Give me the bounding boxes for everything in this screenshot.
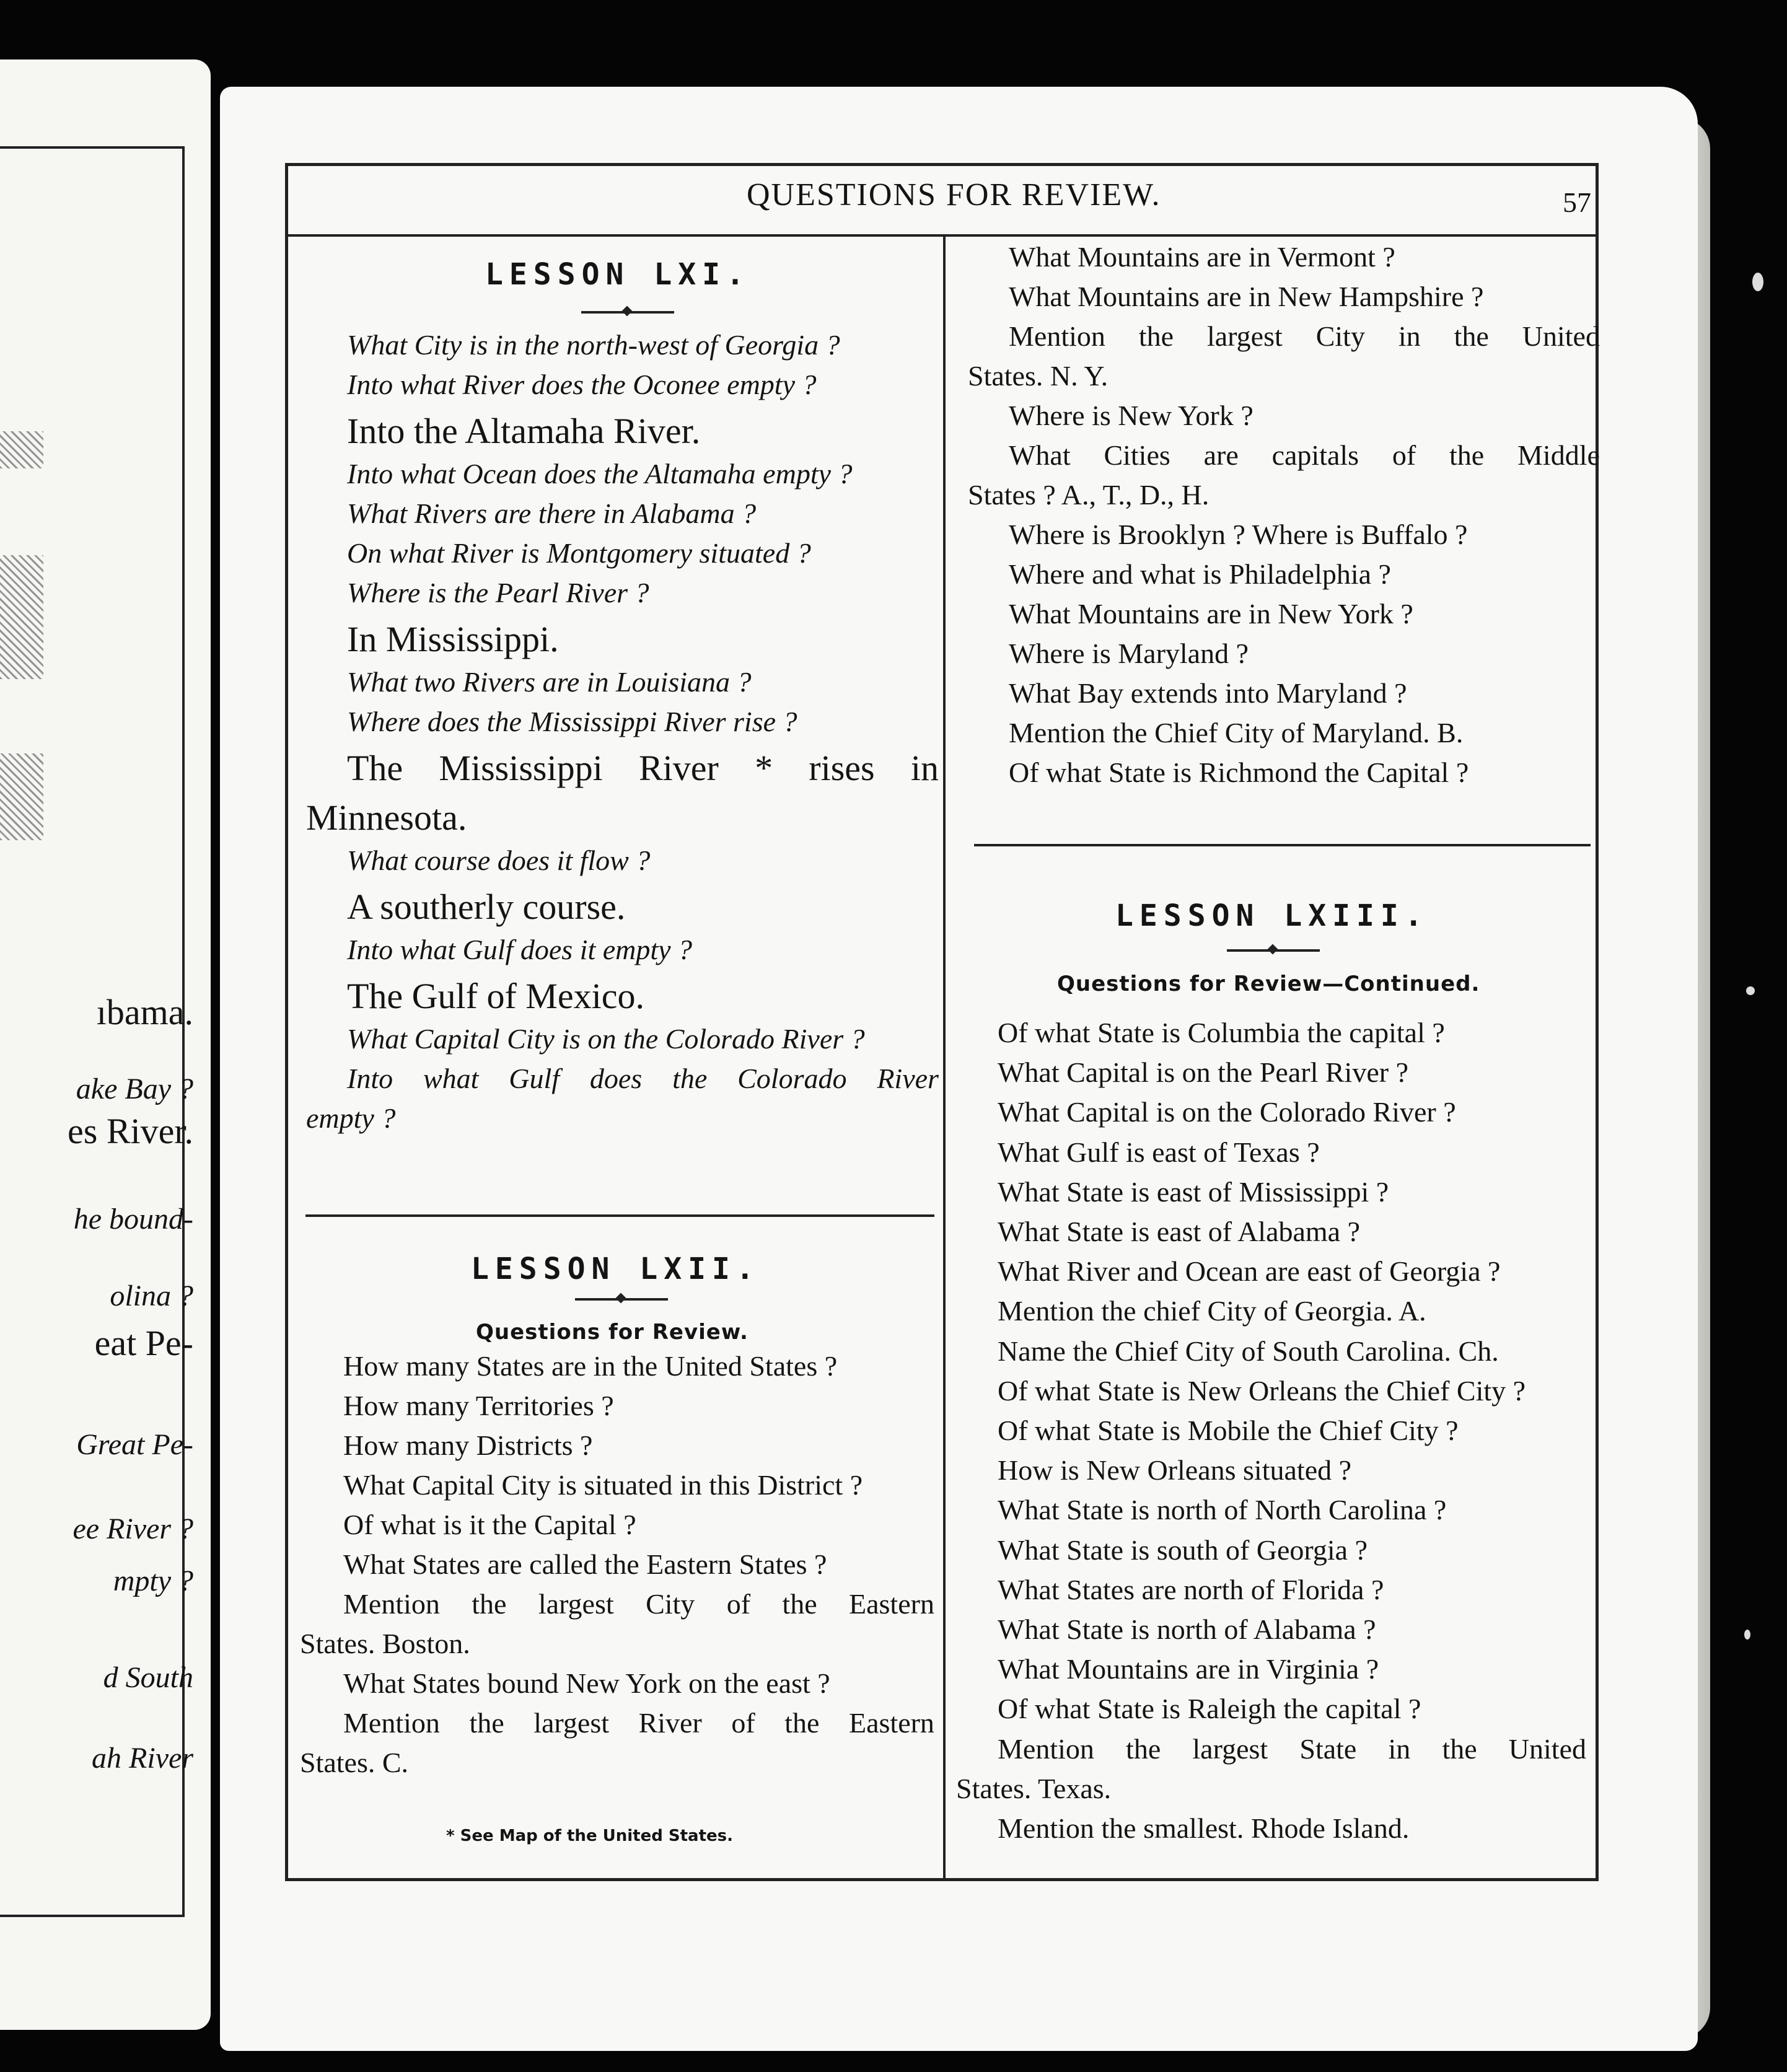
word: the <box>1442 1732 1477 1765</box>
lesson-61-divider <box>581 311 674 314</box>
word: does <box>589 1063 643 1094</box>
lesson-63-title: LESSON LXIII. <box>1115 898 1429 933</box>
text-line: What State is north of North Carolina ? <box>998 1494 1447 1526</box>
word: City <box>1315 320 1365 352</box>
text-line: What Mountains are in Virginia ? <box>998 1653 1379 1685</box>
text-line: What Capital City is on the Colorado River ? <box>347 1023 865 1055</box>
previous-page-fragment: d South <box>103 1661 193 1694</box>
previous-page-fragment: eat Pe- <box>94 1323 193 1363</box>
word: City <box>646 1588 695 1620</box>
text-line: What State is east of Alabama ? <box>998 1216 1361 1247</box>
word: United <box>1522 320 1600 352</box>
word: capitals <box>1271 439 1359 471</box>
text-line: Mention the Chief City of Maryland. B. <box>1009 717 1464 748</box>
text-line: Where is Brooklyn ? Where is Buffalo ? <box>1009 519 1468 550</box>
word: are <box>1203 439 1239 471</box>
word: Cities <box>1104 439 1170 471</box>
word: Gulf <box>509 1063 560 1094</box>
text-line: What Capital is on the Colorado River ? <box>998 1096 1456 1128</box>
previous-page-fragment: mpty ? <box>113 1565 193 1597</box>
text-line: States. C. <box>300 1747 409 1778</box>
text-line: What State is south of Georgia ? <box>998 1534 1368 1566</box>
lesson-separator <box>974 844 1591 846</box>
page-number: 57 <box>1563 187 1591 218</box>
text-line: Mention the chief City of Georgia. A. <box>998 1295 1426 1327</box>
word: River <box>638 748 719 788</box>
previous-page-fragment: ıbama. <box>96 992 193 1032</box>
word: Mention <box>343 1707 440 1739</box>
text-line <box>1009 439 1600 472</box>
text-line <box>1009 320 1600 353</box>
footnote: * See Map of the United States. <box>446 1827 733 1845</box>
text-line: States ? A., T., D., H. <box>968 479 1210 511</box>
word: the <box>784 1707 820 1739</box>
word: Eastern <box>849 1707 934 1739</box>
word: Mention <box>998 1732 1094 1765</box>
word: Mississippi <box>439 748 603 788</box>
word: in <box>1388 1732 1411 1765</box>
word: State <box>1299 1732 1357 1765</box>
text-line <box>343 1706 934 1739</box>
page-title: QUESTIONS FOR REVIEW. <box>747 177 1161 213</box>
word: Eastern <box>849 1588 934 1620</box>
text-line <box>998 1732 1586 1765</box>
word: of <box>1392 439 1416 471</box>
word: the <box>469 1707 504 1739</box>
word: of <box>731 1707 755 1739</box>
previous-page <box>0 59 211 2030</box>
lesson-63-divider <box>1227 949 1320 952</box>
text-line: What Mountains are in New Hampshire ? <box>1009 281 1484 312</box>
ornament-fragment <box>0 555 43 679</box>
word: Mention <box>343 1588 440 1620</box>
text-line: Where and what is Philadelphia ? <box>1009 558 1391 590</box>
ornament-fragment <box>0 431 43 468</box>
text-line: Of what State is Columbia the capital ? <box>998 1017 1445 1048</box>
text-line: What Rivers are there in Alabama ? <box>347 498 757 529</box>
lesson-63-subtitle: Questions for Review—Continued. <box>1057 972 1480 996</box>
text-line: Where is the Pearl River ? <box>347 577 649 608</box>
text-line: What States are called the Eastern States ? <box>343 1548 827 1580</box>
scan-speck <box>1752 273 1763 291</box>
word: the <box>1454 320 1489 352</box>
text-line: Of what State is Mobile the Chief City ? <box>998 1415 1459 1446</box>
text-line: Into what Gulf does it empty ? <box>347 934 693 965</box>
previous-page-fragment: ah River <box>92 1742 193 1775</box>
text-line: What States bound New York on the east ? <box>343 1667 830 1699</box>
text-line: What States are north of Florida ? <box>998 1573 1384 1605</box>
word: River <box>877 1063 939 1094</box>
text-line: A southerly course. <box>347 887 626 927</box>
word: the <box>1126 1732 1161 1765</box>
previous-page-fragment: ake Bay ? <box>76 1073 193 1105</box>
text-line: Mention the smallest. Rhode Island. <box>998 1812 1410 1844</box>
previous-page-fragment: he bound- <box>73 1203 193 1236</box>
text-line: How many Territories ? <box>343 1390 614 1421</box>
text-line: What Bay extends into Maryland ? <box>1009 677 1407 709</box>
scan-speck <box>1746 986 1755 995</box>
text-line: Minnesota. <box>306 797 467 838</box>
text-line: What two Rivers are in Louisiana ? <box>347 666 752 698</box>
word: in <box>1398 320 1421 352</box>
text-line: In Mississippi. <box>347 619 559 659</box>
word: in <box>910 748 939 788</box>
text-line: Name the Chief City of South Carolina. Ch. <box>998 1335 1499 1367</box>
previous-page-fragment: es River. <box>68 1111 193 1151</box>
text-line: Into what Ocean does the Altamaha empty ? <box>347 458 853 489</box>
word: The <box>347 748 403 788</box>
word: Into <box>347 1063 393 1094</box>
text-line: Of what State is Raleigh the capital ? <box>998 1693 1421 1725</box>
text-line: States. N. Y. <box>968 360 1109 392</box>
previous-page-fragment: ee River ? <box>72 1512 193 1545</box>
text-line: Where is Maryland ? <box>1009 638 1249 669</box>
text-line: What Gulf is east of Texas ? <box>998 1136 1320 1168</box>
text-line: Into the Altamaha River. <box>347 411 701 451</box>
text-line: Into what River does the Oconee empty ? <box>347 369 817 400</box>
text-line: How is New Orleans situated ? <box>998 1454 1352 1486</box>
word: the <box>672 1063 708 1094</box>
text-line <box>347 747 939 789</box>
text-line: empty ? <box>306 1102 396 1134</box>
word: largest <box>1192 1732 1268 1765</box>
word: the <box>1138 320 1174 352</box>
text-line: How many Districts ? <box>343 1429 593 1461</box>
text-line: What State is north of Alabama ? <box>998 1613 1376 1645</box>
word: what <box>423 1063 479 1094</box>
lesson-62-subtitle: Questions for Review. <box>476 1320 749 1345</box>
text-line: Of what State is Richmond the Capital ? <box>1009 757 1469 788</box>
word: the <box>1449 439 1485 471</box>
text-line: How many States are in the United States ? <box>343 1350 838 1382</box>
text-line <box>347 1062 939 1095</box>
lesson-62-divider <box>575 1298 668 1301</box>
previous-page-fragment: Great Pe- <box>76 1428 193 1461</box>
text-line: What Mountains are in New York ? <box>1009 598 1413 630</box>
text-line: What State is east of Mississippi ? <box>998 1175 1389 1208</box>
text-line: The Gulf of Mexico. <box>347 976 644 1016</box>
previous-page-fragment: olina ? <box>110 1280 193 1312</box>
word: rises <box>809 748 875 788</box>
text-line: Where is New York ? <box>1009 400 1254 431</box>
word: Mention <box>1009 320 1105 352</box>
header-rule <box>288 234 1596 237</box>
text-line: What course does it flow ? <box>347 845 651 876</box>
text-line: What Capital City is situated in this District ? <box>343 1469 863 1501</box>
word: largest <box>538 1588 614 1620</box>
lesson-separator <box>305 1214 934 1217</box>
word: largest <box>533 1707 610 1739</box>
word: of <box>726 1588 751 1620</box>
text-line: On what River is Montgomery situated ? <box>347 537 811 569</box>
word: United <box>1508 1732 1586 1765</box>
lesson-62-title: LESSON LXII. <box>471 1252 760 1286</box>
text-line: Of what is it the Capital ? <box>343 1509 636 1540</box>
scan-speck <box>1744 1630 1750 1640</box>
word: the <box>782 1588 817 1620</box>
text-line: Of what State is New Orleans the Chief City ? <box>998 1374 1526 1407</box>
column-divider <box>943 235 946 1881</box>
word: the <box>472 1588 507 1620</box>
text-line: States. Texas. <box>956 1772 1112 1804</box>
text-line: What River and Ocean are east of Georgia ? <box>998 1255 1501 1288</box>
word: * <box>755 748 773 788</box>
word: What <box>1009 439 1071 471</box>
word: Middle <box>1517 439 1600 471</box>
text-line: What Capital is on the Pearl River ? <box>998 1056 1408 1089</box>
text-line: What Mountains are in Vermont ? <box>1009 241 1395 273</box>
word: River <box>638 1707 702 1739</box>
lesson-61-title: LESSON LXI. <box>485 257 750 292</box>
word: largest <box>1206 320 1283 352</box>
text-line: Where does the Mississippi River rise ? <box>347 706 797 737</box>
text-line: States. Boston. <box>300 1628 470 1659</box>
text-line: What City is in the north-west of Georgia ? <box>347 329 840 361</box>
ornament-fragment <box>0 753 43 840</box>
text-line <box>343 1587 934 1620</box>
word: Colorado <box>737 1063 847 1094</box>
